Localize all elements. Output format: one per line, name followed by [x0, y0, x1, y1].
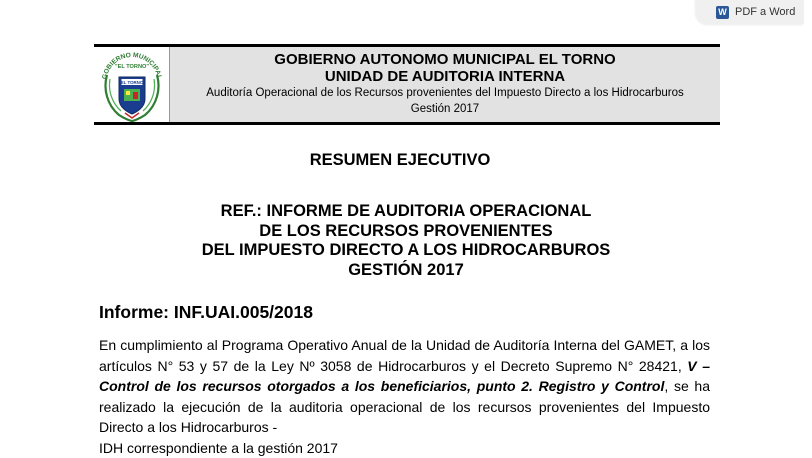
pdf-to-word-button[interactable] — [696, 0, 804, 24]
body-paragraph — [99, 335, 711, 456]
header-text-block — [170, 47, 720, 122]
reference-line: DEL IMPUESTO DIRECTO A LOS HIDROCARBUROS — [201, 241, 611, 259]
reference-line: GESTIÓN 2017 — [348, 260, 464, 279]
svg-text:EL TORNO: EL TORNO — [120, 79, 143, 85]
reference-line: DE LOS RECURSOS PROVENIENTES — [259, 221, 553, 240]
municipal-logo — [94, 47, 170, 122]
audit-year: Gestión 2017 — [410, 103, 480, 115]
svg-text:GOBIERNO MUNICIPAL: GOBIERNO MUNICIPAL — [100, 51, 163, 80]
pdf-to-word-label: PDF a Word — [735, 6, 796, 18]
report-number: Informe: INF.UAI.005/2018 — [99, 302, 313, 322]
word-icon: W — [716, 6, 729, 19]
paragraph-text-part2: , se ha realizado la ejecución de la auditoria operacional de los recursos provenientes del Impuesto Directo a los Hidrocarburos - — [99, 378, 711, 435]
municipal-seal-icon — [97, 47, 167, 123]
paragraph-cut-line: IDH correspondiente a la gestión 2017 — [99, 439, 338, 456]
audit-subject: Auditoría Operacional de los Recursos provenientes del Impuesto Directo a los Hidrocarburos — [206, 87, 684, 99]
svg-text:"EL TORNO": "EL TORNO" — [114, 63, 149, 70]
paragraph-emphasis: V – Control de los recursos otorgados a los beneficiarios, punto 2. Registro y Control — [99, 357, 710, 394]
document-title: RESUMEN EJECUTIVO — [309, 151, 491, 169]
paragraph-text-part1: En cumplimiento al Programa Operativo Anual de la Unidad de Auditoría Interna del GAMET, a los artículos N° 53 y 57 de la Ley Nº 3058 de Hidrocarburos y el Decreto Supremo N° 28421, — [99, 337, 710, 374]
unit-name: UNIDAD DE AUDITORIA INTERNA — [324, 68, 566, 85]
reference-line: REF.: INFORME DE AUDITORIA OPERACIONAL — [220, 202, 592, 220]
reference-block — [0, 202, 812, 280]
municipality-name: GOBIERNO AUTONOMO MUNICIPAL EL TORNO — [274, 51, 616, 68]
document-header — [94, 44, 720, 125]
